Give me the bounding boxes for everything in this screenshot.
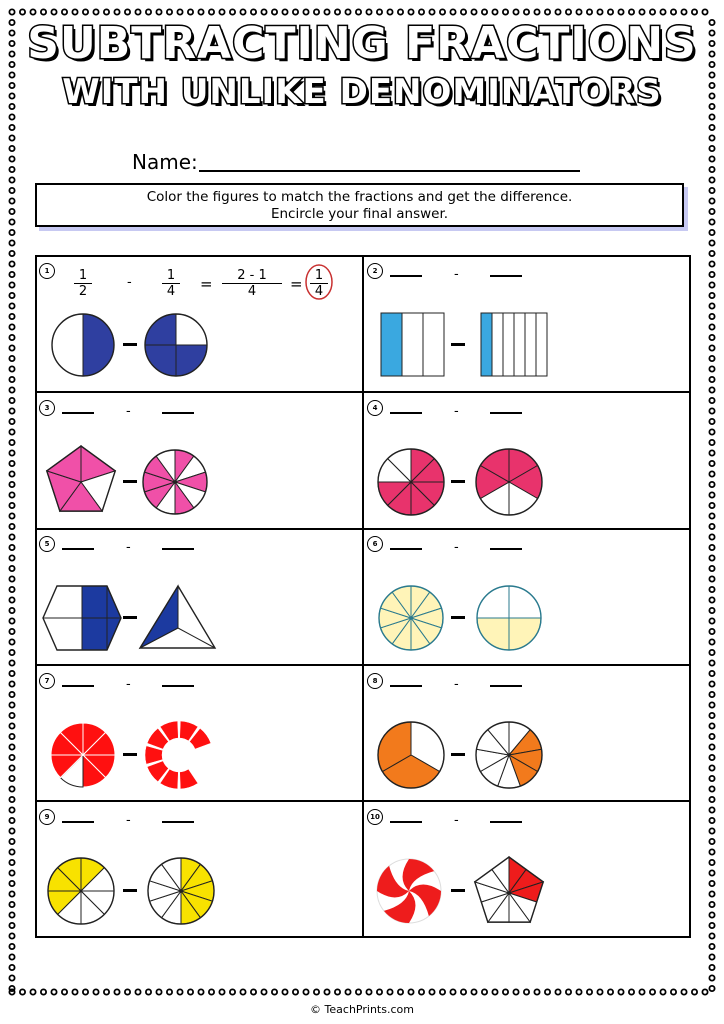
instructions-box <box>35 183 684 227</box>
figure-right[interactable] <box>477 586 541 650</box>
example-fraction-1: $\frac{1}{2}$ <box>74 268 92 299</box>
figure-left[interactable] <box>52 314 114 376</box>
minus-sign: - <box>454 677 459 692</box>
figure-left[interactable] <box>379 586 443 650</box>
problem-cell-4 <box>363 392 689 528</box>
figures <box>363 665 689 801</box>
title-line-1: SUBTRACTING FRACTIONS <box>27 18 697 69</box>
figure-right[interactable] <box>476 722 542 788</box>
problem-cell-10 <box>363 801 689 937</box>
figure-minus <box>123 480 137 483</box>
problem-number: 2 <box>367 263 383 279</box>
figure-left[interactable] <box>377 859 441 923</box>
figure-minus <box>123 343 137 346</box>
figure-minus <box>123 616 137 619</box>
figure-minus <box>451 753 465 756</box>
figures <box>35 255 361 391</box>
problem-cell-9 <box>35 801 361 937</box>
figures <box>35 665 361 801</box>
figure-left[interactable] <box>47 446 115 511</box>
copyright: © TeachPrints.com <box>310 1003 414 1016</box>
figure-left[interactable] <box>378 449 444 515</box>
example-answer: $\frac{1}{4}$ <box>310 268 328 299</box>
example-fraction-3: $\frac{2 - 1}{4}$ <box>222 268 282 299</box>
figures <box>363 528 689 664</box>
minus-sign: - <box>126 813 131 828</box>
figure-left[interactable] <box>378 722 444 788</box>
figures <box>35 528 361 664</box>
figure-minus <box>451 616 465 619</box>
figure-right[interactable] <box>140 586 215 648</box>
figure-minus <box>451 343 465 346</box>
problem-cell-7 <box>35 665 361 801</box>
figures <box>363 801 689 937</box>
figure-right[interactable] <box>475 857 543 922</box>
figures <box>35 801 361 937</box>
figure-right[interactable] <box>148 858 214 924</box>
problem-cell-8 <box>363 665 689 801</box>
example-fraction-2: $\frac{1}{4}$ <box>162 268 180 299</box>
problem-number: 6 <box>367 536 383 552</box>
name-label: Name: <box>132 150 198 174</box>
figure-left[interactable] <box>51 723 115 787</box>
figure-left[interactable] <box>43 586 121 650</box>
figure-right[interactable] <box>145 721 211 789</box>
problem-number: 10 <box>367 809 383 825</box>
problem-number: 1 <box>39 263 55 279</box>
problem-number: 5 <box>39 536 55 552</box>
minus-sign: - <box>454 540 459 555</box>
title-line-2: WITH UNLIKE DENOMINATORS <box>62 72 662 112</box>
figure-left[interactable] <box>48 858 114 924</box>
minus-sign: - <box>126 677 131 692</box>
figure-right[interactable] <box>481 313 547 376</box>
example-equals-2: = <box>290 275 303 293</box>
figures <box>363 392 689 528</box>
problem-cell-1 <box>35 255 361 391</box>
minus-sign: - <box>454 267 459 282</box>
figure-right[interactable] <box>143 450 207 514</box>
example-minus: - <box>127 275 132 290</box>
figure-minus <box>123 753 137 756</box>
instructions-line-1: Color the figures to match the fractions and get the difference. <box>146 189 573 205</box>
instructions-line-2: Encircle your final answer. <box>270 206 449 222</box>
figure-minus <box>451 480 465 483</box>
minus-sign: - <box>126 540 131 555</box>
problem-number: 3 <box>39 400 55 416</box>
figure-right[interactable] <box>476 449 542 515</box>
minus-sign: - <box>126 404 131 419</box>
problem-cell-3 <box>35 392 361 528</box>
problem-cell-5 <box>35 528 361 664</box>
figure-right[interactable] <box>145 314 207 376</box>
figure-minus <box>123 889 137 892</box>
name-field[interactable] <box>199 170 580 172</box>
example-equals-1: = <box>200 275 213 293</box>
figure-left[interactable] <box>381 313 444 376</box>
figure-minus <box>451 889 465 892</box>
problem-number: 9 <box>39 809 55 825</box>
minus-sign: - <box>454 813 459 828</box>
problem-cell-2 <box>363 255 689 391</box>
problem-cell-6 <box>363 528 689 664</box>
problem-number: 8 <box>367 673 383 689</box>
figures <box>363 255 689 391</box>
problem-number: 7 <box>39 673 55 689</box>
problem-number: 4 <box>367 400 383 416</box>
figures <box>35 392 361 528</box>
minus-sign: - <box>454 404 459 419</box>
